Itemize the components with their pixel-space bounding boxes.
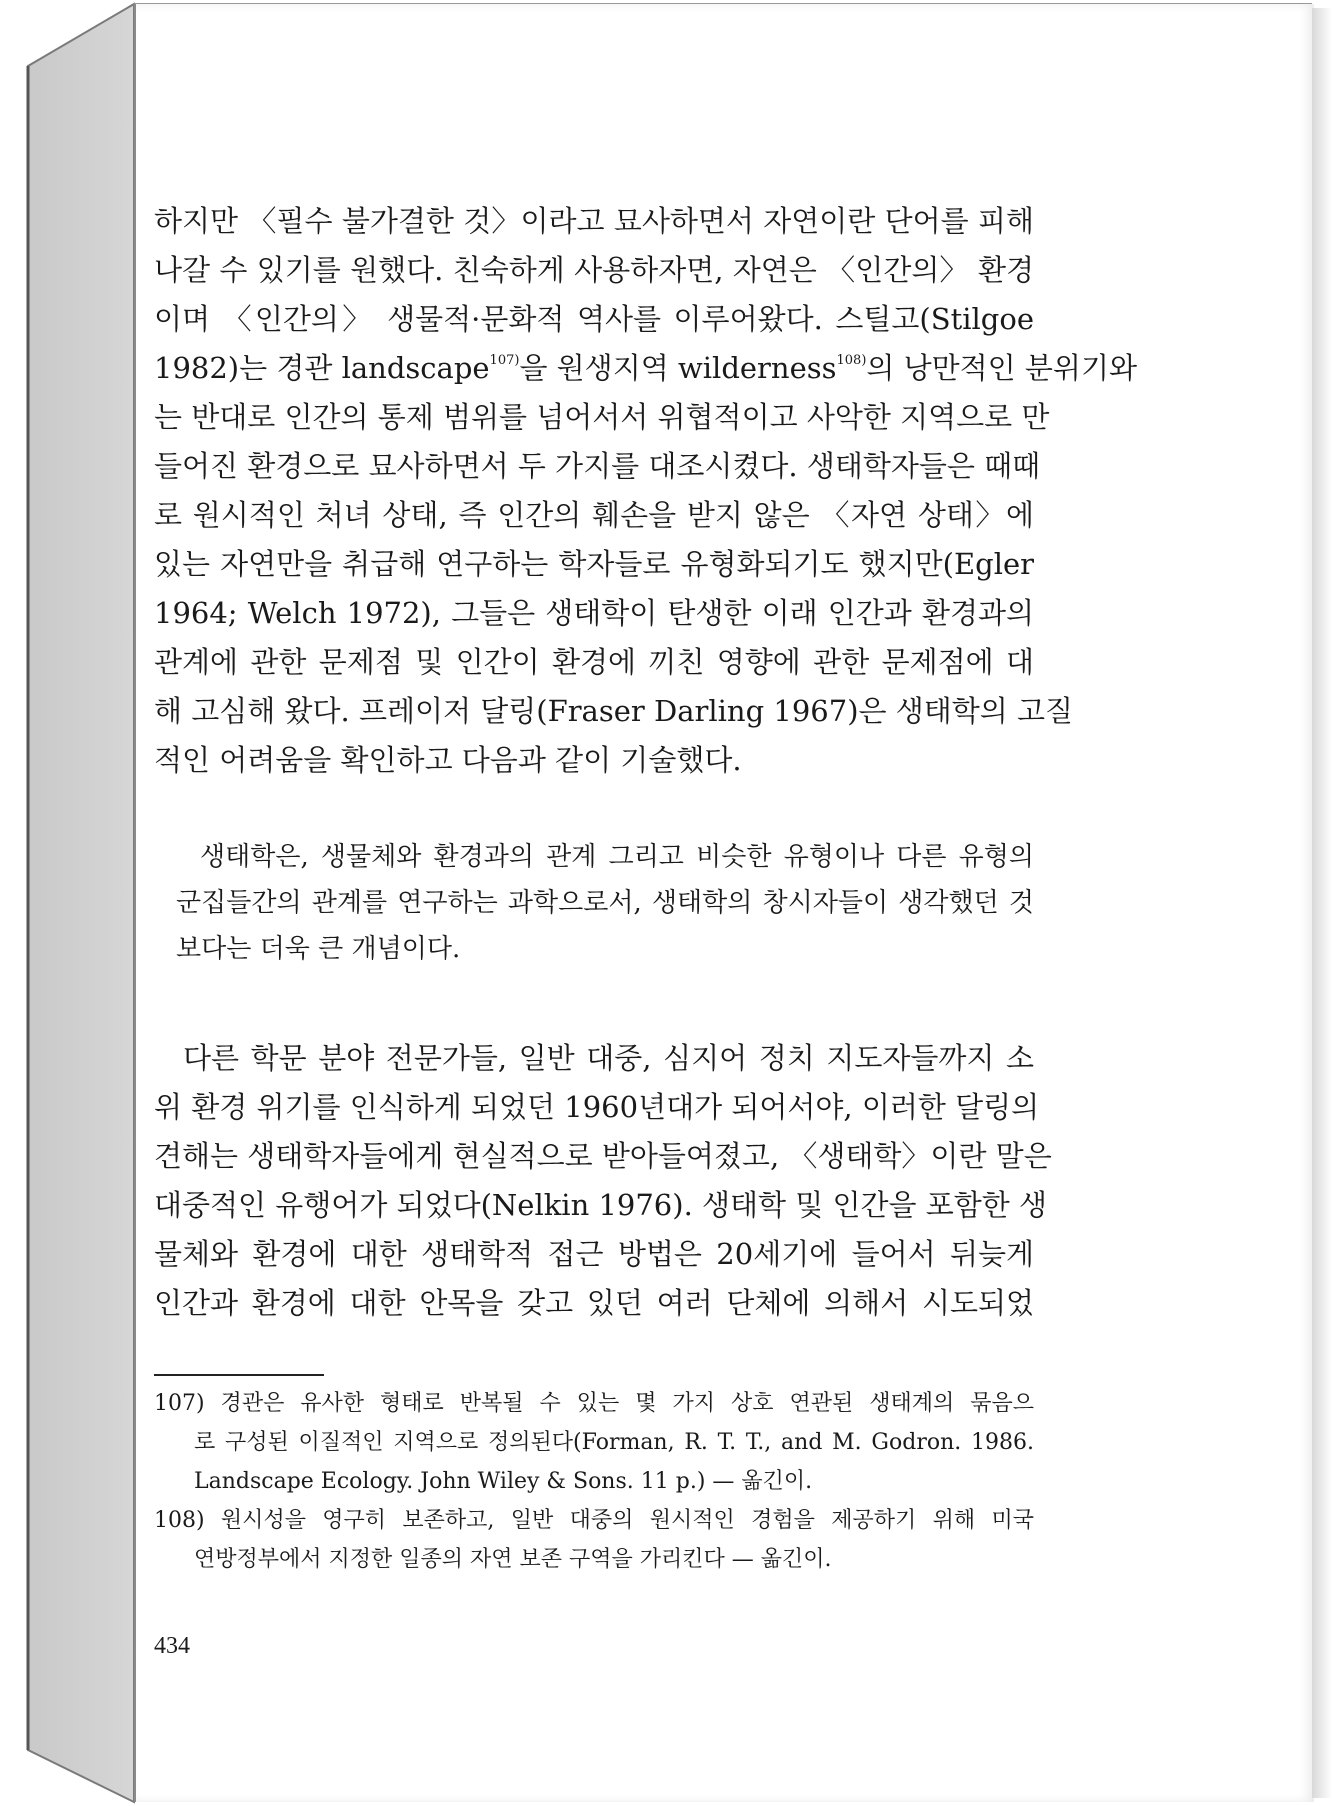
paragraph-1 — [154, 197, 1137, 785]
footnote-107 — [154, 1384, 1034, 1501]
text-line: 관계에 관한 문제점 및 인간이 환경에 끼친 영향에 관한 문제점에 대 — [154, 645, 1034, 679]
text-line: 로 원시적인 처녀 상태, 즉 인간의 훼손을 받지 않은 〈자연 상태〉에 — [154, 498, 1034, 532]
text-line: 대중적인 유행어가 되었다(Nelkin 1976). 생태학 및 인간을 포함한 생 — [154, 1188, 1048, 1222]
text-line: 1964; Welch 1972), 그들은 생태학이 탄생한 이래 인간과 환경과의 — [154, 596, 1034, 630]
footnote-line: 108) 원시성을 영구히 보존하고, 일반 대중의 원시적인 경험을 제공하기 위해 미국 — [154, 1508, 1034, 1533]
text-segment: 을 원생지역 wilderness — [519, 351, 837, 385]
text-line: 들어진 환경으로 묘사하면서 두 가지를 대조시켰다. 생태학자들은 때때 — [154, 449, 1041, 483]
text-line: 있는 자연만을 취급해 연구하는 학자들로 유형화되기도 했지만(Egler — [154, 547, 1034, 581]
quote-line: 보다는 더욱 큰 개념이다. — [176, 934, 461, 964]
footnote-line: 로 구성된 이질적인 지역으로 정의된다(Forman, R. T. T., and M. Godron. 1986. — [194, 1430, 1034, 1455]
text-segment: 의 낭만적인 분위기와 — [866, 351, 1137, 385]
footnote-ref-107: 107) — [489, 353, 520, 368]
text-line: 나갈 수 있기를 원했다. 친숙하게 사용하자면, 자연은 〈인간의〉 환경 — [154, 253, 1034, 287]
footnote-line: Landscape Ecology. John Wiley & Sons. 11 p.) — 옮긴이. — [194, 1469, 813, 1494]
text-line: 적인 어려움을 확인하고 다음과 같이 기술했다. — [154, 743, 742, 777]
footnote-ref-108: 108) — [836, 353, 867, 368]
quote-line: 군집들간의 관계를 연구하는 과학으로서, 생태학의 창시자들이 생각했던 것 — [176, 888, 1034, 918]
text-line: 는 반대로 인간의 통제 범위를 넘어서서 위협적이고 사악한 지역으로 만 — [154, 400, 1050, 434]
text-line: 인간과 환경에 대한 안목을 갖고 있던 여러 단체에 의해서 시도되었 — [154, 1286, 1034, 1320]
footnote-108 — [154, 1501, 1034, 1579]
footnote-line: 107) 경관은 유사한 형태로 반복될 수 있는 몇 가지 상호 연관된 생태계의 묶음으 — [154, 1391, 1034, 1416]
text-line: 다른 학문 분야 전문가들, 일반 대중, 심지어 정치 지도자들까지 소 — [183, 1041, 1034, 1075]
text-line: 해 고심해 왔다. 프레이저 달링(Fraser Darling 1967)은 생태학의 고질 — [154, 694, 1074, 728]
quote-line: 생태학은, 생물체와 환경과의 관계 그리고 비슷한 유형이나 다른 유형의 — [200, 842, 1034, 872]
page-edge-shadow — [1312, 8, 1332, 1798]
text-segment: 1982)는 경관 landscape — [154, 351, 490, 385]
page-number: 434 — [154, 1633, 190, 1659]
text-line: 위 환경 위기를 인식하게 되었던 1960년대가 되어서야, 이러한 달링의 — [154, 1090, 1040, 1124]
text-line: 견해는 생태학자들에게 현실적으로 받아들여졌고, 〈생태학〉이란 말은 — [154, 1139, 1052, 1173]
block-quote — [176, 834, 1034, 972]
text-line-with-footnote-refs — [154, 344, 1137, 393]
footnotes — [154, 1384, 1034, 1579]
footnote-separator — [154, 1374, 324, 1376]
text-line: 물체와 환경에 대한 생태학적 접근 방법은 20세기에 들어서 뒤늦게 — [154, 1237, 1034, 1271]
text-line: 이며 〈인간의〉 생물적·문화적 역사를 이루어왔다. 스틸고(Stilgoe — [154, 302, 1034, 336]
footnote-line: 연방정부에서 지정한 일종의 자연 보존 구역을 가리킨다 — 옮긴이. — [194, 1547, 832, 1572]
text-line: 하지만 〈필수 불가결한 것〉이라고 묘사하면서 자연이란 단어를 피해 — [154, 204, 1034, 238]
paragraph-2 — [154, 1034, 1052, 1328]
